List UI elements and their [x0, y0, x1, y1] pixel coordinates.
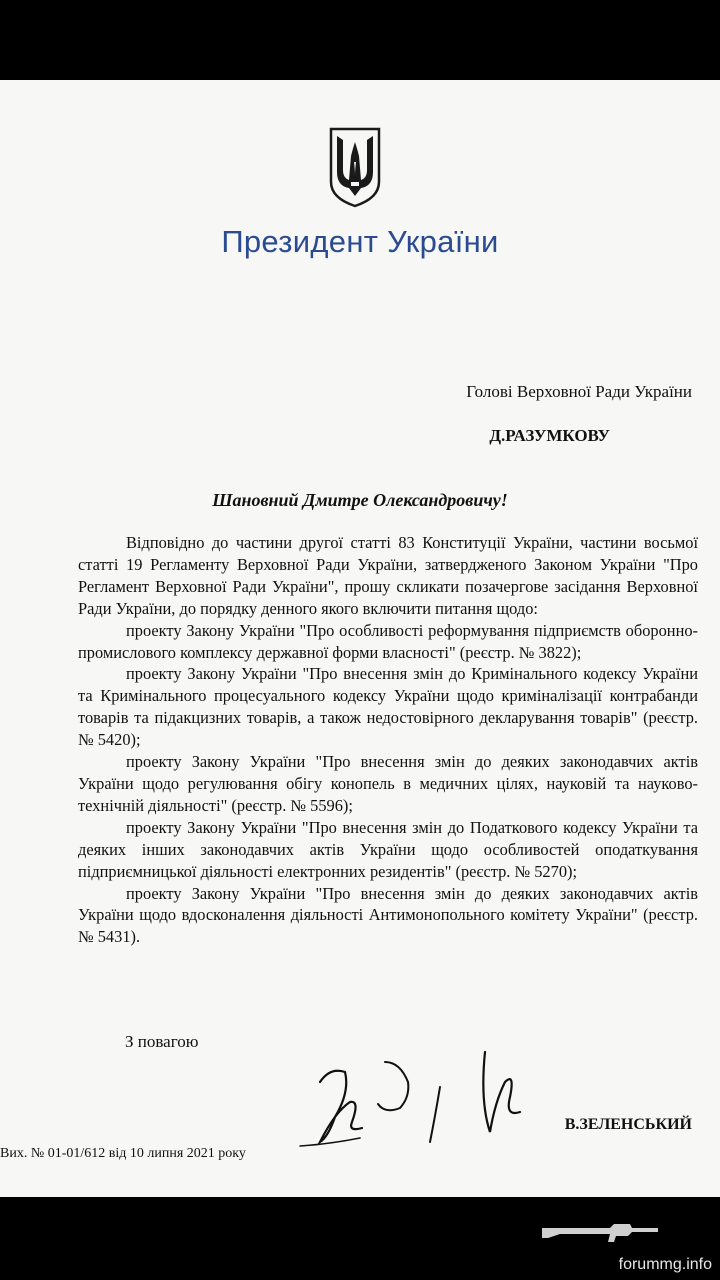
outgoing-reference: Вих. № 01-01/612 від 10 липня 2021 року — [0, 1146, 246, 1161]
letter-page — [0, 80, 720, 1197]
watermark: forummg.info — [618, 1256, 712, 1273]
rifle-logo-icon — [540, 1216, 660, 1246]
body-paragraph-bill-5596: проекту Закону України "Про внесення змін до деяких законодавчих актів України щодо регулювання обігу конопель в медичних цілях, науковій та науково-технічній діяльності" (реєстр. № 5596); — [78, 752, 698, 815]
body-paragraph-bill-3822: проекту Закону України "Про особливості реформування підприємств оборонно-промислового комплексу державної форми власності" (реєстр. № 3822); — [78, 620, 698, 662]
addressee-title: Голові Верховної Ради України — [466, 382, 692, 401]
body-paragraph-request: Відповідно до частини другої статті 83 Конституції України, частини восьмої статті 19 Регламенту Верховної Ради України, затвердженого Законом України "Про Регламент Верховної Ради України", прошу скликати позачергове засідання Верховної Ради України, до порядку денного якого включити питання щодо: — [78, 533, 698, 618]
body-paragraph-bill-5420: проекту Закону України "Про внесення змін до Кримінального кодексу України та Кримінального процесуального кодексу України щодо криміналізації контрабанди товарів та підакцизних товарів, а також недостовірного декларування товарів" (реєстр. № 5420); — [78, 664, 698, 750]
closing: З повагою — [125, 1032, 199, 1051]
body-paragraph-bill-5270: проекту Закону України "Про внесення змін до Податкового кодексу України та деяких інших законодавчих актів України щодо особливостей оподаткування підприємницької діяльності електронних резидентів" (реєстр. № 5270); — [78, 817, 698, 881]
signer-name: В.ЗЕЛЕНСЬКИЙ — [564, 1116, 692, 1133]
body-paragraph-bill-5431: проекту Закону України "Про внесення змін до деяких законодавчих актів України щодо вдосконалення діяльності Антимонопольного комітету України" (реєстр. № 5431). — [78, 883, 698, 947]
page-title: Президент України — [221, 224, 499, 259]
letter-body — [78, 532, 698, 948]
salutation: Шановний Дмитре Олександровичу! — [212, 490, 508, 510]
addressee-name: Д.РАЗУМКОВУ — [489, 426, 610, 445]
trident-emblem-icon — [327, 126, 383, 208]
signature-icon — [290, 1042, 560, 1172]
